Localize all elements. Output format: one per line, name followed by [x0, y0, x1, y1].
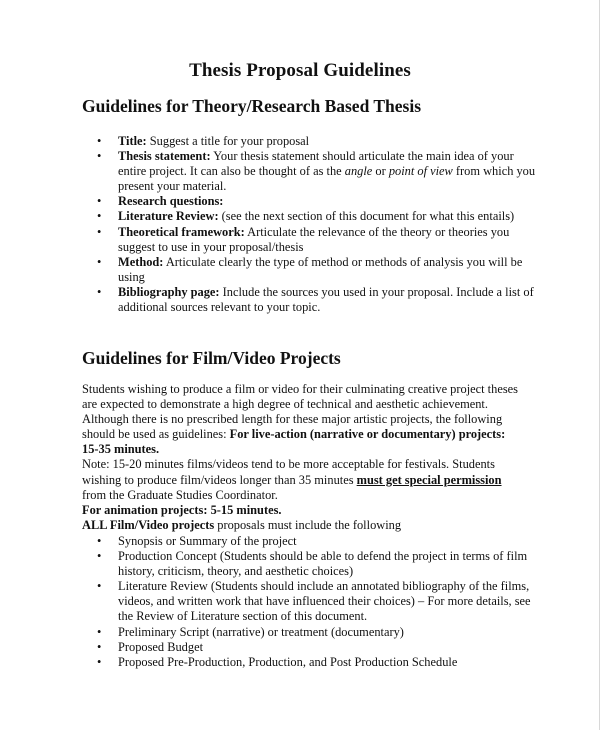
- item-text: Include the sources you used in your proposal. Include a list of additional sources relevant to your topic.: [118, 284, 534, 315]
- animation-length: For animation projects: 5-15 minutes.: [82, 502, 282, 517]
- special-permission: must get special permission: [356, 472, 502, 487]
- list-item: [97, 134, 538, 149]
- item-text: Articulate clearly the type of method or methods of analysis you will be using: [118, 254, 523, 284]
- list-item: • Literature Review (Students should include an annotated bibliography of the films, videos, and written work that have influenced their choices) – For more details, see the Review of Literature section of this document.: [97, 579, 538, 624]
- list-item: [97, 209, 538, 224]
- theory-heading: Guidelines for Theory/Research Based Thesis: [82, 96, 422, 116]
- item-text: (see the next section of this document for what this entails): [218, 209, 515, 224]
- film-list: [97, 534, 538, 670]
- theory-list: [97, 134, 538, 315]
- live-action-length: For live-action (narrative or documentary) projects: 15-35 minutes.: [82, 427, 506, 457]
- item-label: Literature Review:: [118, 209, 219, 224]
- list-item: [97, 194, 538, 209]
- item-text: from which you present your material.: [118, 164, 536, 194]
- all-projects-label: ALL Film/Video projects: [82, 518, 215, 532]
- list-item: • Production Concept (Students should be able to defend the project in terms of film history, criticism, theory, and aesthetic choices): [97, 549, 538, 579]
- list-item: [97, 149, 538, 194]
- list-item: [97, 285, 538, 315]
- note-end-text: from the Graduate Studies Coordinator.: [82, 487, 278, 502]
- list-item: • Proposed Pre-Production, Production, and Post Production Schedule: [97, 655, 538, 670]
- list-item: [97, 255, 538, 285]
- list-item: [97, 225, 538, 255]
- item-text: Articulate the relevance of the theory or theories you suggest to use in your proposal/thesis: [118, 224, 510, 254]
- item-text: Suggest a title for your proposal: [146, 134, 310, 148]
- film-heading: Guidelines for Film/Video Projects: [82, 348, 341, 368]
- item-label: Thesis statement:: [118, 149, 211, 164]
- all-projects-line: [82, 518, 522, 533]
- item-emphasis: point of view: [388, 164, 453, 179]
- item-text: or: [372, 164, 389, 179]
- item-label: Theoretical framework:: [118, 224, 245, 239]
- item-label: Title:: [118, 134, 147, 148]
- list-item: • Synopsis or Summary of the project: [97, 534, 538, 549]
- note-text: Note: 15-20 minutes films/videos tend to be more acceptable for festivals. Students wishing to produce film/videos longer than 35 minutes: [82, 457, 495, 487]
- item-label: Research questions:: [118, 194, 224, 209]
- all-projects-text: proposals must include the following: [214, 518, 402, 532]
- film-intro-paragraph: [82, 382, 522, 518]
- page-title: Thesis Proposal Guidelines: [189, 60, 411, 81]
- list-item: • Preliminary Script (narrative) or treatment (documentary): [97, 625, 538, 640]
- list-item: • Proposed Budget: [97, 640, 538, 655]
- item-label: Bibliography page:: [118, 284, 220, 299]
- item-label: Method:: [118, 254, 164, 269]
- item-emphasis: angle: [344, 164, 373, 179]
- intro-text: Students wishing to produce a film or video for their culminating creative project theses are expected to demonstrate a high degree of technical and aesthetic achievement. Although there is no prescribed length for these major artistic projects, the following should be used as guidelines:: [82, 382, 518, 442]
- item-text: Your thesis statement should articulate the main idea of your entire project. It can also be thought of as the: [118, 149, 514, 179]
